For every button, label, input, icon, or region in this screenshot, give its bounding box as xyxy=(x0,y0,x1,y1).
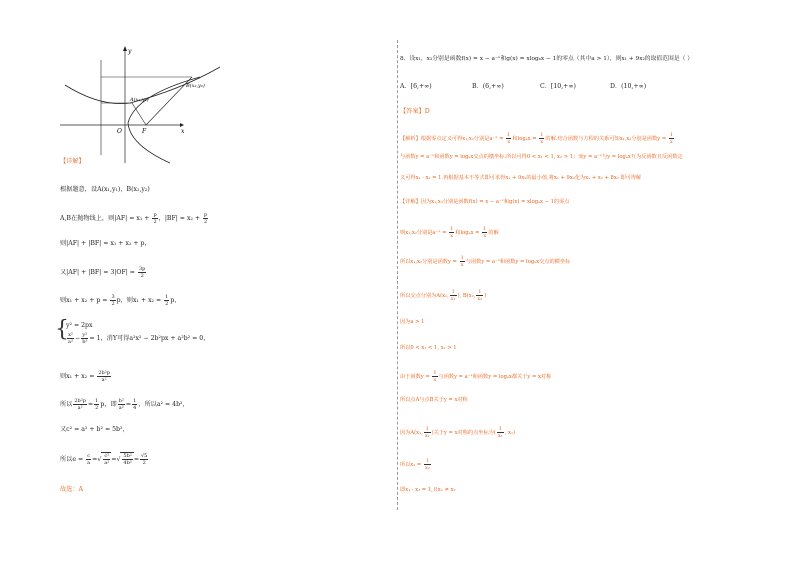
fraction: $\frac{1}{2}$ xyxy=(165,294,169,307)
detail-line-6: 所以0 < x₁ < 1, x₂ > 1 xyxy=(400,345,457,351)
y-axis-label: y xyxy=(128,48,132,55)
solution-header: 【详解】 xyxy=(60,158,85,165)
origin-label: O xyxy=(117,128,122,135)
solution-line-3: 则|AF| + |BF| = x₁ + x₂ + p， xyxy=(60,240,151,247)
analysis-line-2: 与函数y = a⁻ˣ和函数y = logₐx交点的横坐标.所以可得0 < x₁ < 1, x₂ > 1；而y = a⁻ˣ与y = logₐx互为反函数且反函数定 xyxy=(400,154,683,160)
fraction: $\frac{1}{x}$ xyxy=(460,255,464,268)
fraction: $\frac{1}{\text{x₂}}$ xyxy=(477,289,483,302)
solution-line-7: 所以 $\frac{\text{2b²p}}{\text{a²}}$ = $\frac{1}{2}$ p，即 $\frac{\text{b²}}{\text{a²}}$ = $\frac{1}{4}$ ，所以a² = 4b²， xyxy=(60,398,189,411)
fraction: $\frac{\text{5b²}}{\text{4b²}}$ xyxy=(123,453,132,466)
fraction: $\frac{1}{x}$ xyxy=(507,132,511,145)
detail-line-8: 所以点A与点B关于y = x对称 xyxy=(400,397,468,403)
solution-line-9: 所以e = $\frac{c}{a}$ =√ $\frac{\text{c²}}{\text{a²}}$ =√ $\frac{\text{5b²}}{\text{4b²}}$ = $\frac{√5}{2}$ xyxy=(60,453,148,466)
answer-choice: 故选：A xyxy=(60,486,84,493)
solution-line-5: 则x₁ + x₂ + p = $\frac{3}{2}$ p，则x₁ + x₂ = $\frac{1}{2}$ p， xyxy=(60,294,181,307)
detail-line-7: 由于函数y = $\frac{1}{x}$ 与函数y = a⁻ˣ和函数y = logₐx都关于y = x对称 xyxy=(400,370,552,383)
solution-line-4: 又|AF| + |BF| = 3|OF| = $\frac{3p}{2}$ xyxy=(60,266,146,279)
system-eq-2: $\frac{\text{x²}}{\text{a²}}$ − $\frac{\text{y²}}{\text{b²}}$ = 1，消Y可得a²x² − 2b²px + a²b² = 0， xyxy=(68,332,210,345)
system-eq-1: y² = 2px xyxy=(66,322,93,329)
fraction: $\frac{1}{x}$ xyxy=(433,370,437,383)
fraction: $\frac{1}{\text{x₁}}$ xyxy=(450,289,456,302)
segment-af xyxy=(132,103,146,125)
detail-line-3: 所以x₁,x₂分别是函数y = $\frac{1}{x}$ 与函数y = a⁻ˣ和函数y = logₐx交点的横坐标 xyxy=(400,255,571,268)
fraction: $\frac{1}{x}$ xyxy=(450,226,454,239)
y-axis-arrow xyxy=(123,46,127,51)
fraction: $\frac{\text{y²}}{\text{b²}}$ xyxy=(82,332,88,345)
detail-line-9: 因为A(x₁, $\frac{1}{\text{x₁}}$ )关于y = x对称的点坐标为( $\frac{1}{\text{x₁}}$ , x₁) xyxy=(400,426,516,439)
answer-label: 【答案】D xyxy=(400,108,430,115)
fraction: $\frac{1}{x}$ xyxy=(483,226,487,239)
fraction: $\frac{\text{c²}}{\text{a²}}$ xyxy=(104,453,110,466)
system-brace: { xyxy=(55,317,69,342)
fraction: $\frac{\text{2b²p}}{\text{a²}}$ xyxy=(74,398,86,411)
point-a-label: A(x₁,y₁) xyxy=(130,97,149,103)
question-8: 8．设x₁，x₂分别是函数f(x) = x − a⁻ˣ和g(x) = xlogₐx − 1的零点（其中a > 1），则x₁ + 9x₂的取值范围是（ ） xyxy=(400,56,694,62)
option-b: B．(6,+∞) xyxy=(472,83,504,90)
focus-label: F xyxy=(142,128,147,135)
fraction: $\frac{1}{\text{x₂}}$ xyxy=(425,458,430,471)
fraction: $\frac{3p}{2}$ xyxy=(138,266,146,279)
detail-line-1: 【详解】因为x₁,x₂分别是函数f(x) = x − a⁻ˣ和g(x) = xlogₐx − 1的零点 xyxy=(400,199,570,205)
parabola-hyperbola-graph xyxy=(60,45,230,165)
solution-line-8: 又c² = a² + b² = 5b²， xyxy=(60,426,129,433)
analysis-line-3: 义可得x₁ · x₂ = 1.再根据基本不等式即可求得x₁ + 9x₂的最小值,将x₁ + 9x₂化为x₁ + x₂ + 8x₂ 即可得解 xyxy=(400,175,642,181)
fraction: $\frac{p}{2}$ xyxy=(153,212,157,225)
fraction: $\frac{1}{2}$ xyxy=(95,398,99,411)
detail-line-2: 则x₁,x₂分别是a⁻ˣ = $\frac{1}{x}$ 和logₐx = $\frac{1}{x}$ 的解 xyxy=(400,226,499,239)
fraction: $\frac{p}{2}$ xyxy=(204,212,208,225)
detail-line-10: 所以x₁ = $\frac{1}{\text{x₂}}$ xyxy=(400,458,430,471)
fraction: $\frac{3}{2}$ xyxy=(111,294,115,307)
fraction: $\frac{\text{x²}}{\text{a²}}$ xyxy=(68,332,73,345)
fraction: $\frac{1}{x}$ xyxy=(540,132,544,145)
x-axis-label: x xyxy=(181,128,185,135)
fraction: $\frac{\text{2b²p}}{\text{a²}}$ xyxy=(98,370,110,383)
detail-line-4: 所以交点分别为A(x₁, $\frac{1}{\text{x₁}}$ ), B(x₂, $\frac{1}{\text{x₂}}$ ) xyxy=(400,289,487,302)
option-d: D．(10,+∞) xyxy=(610,83,647,90)
detail-line-11: 即x₁ · x₂ = 1,且x₁ ≠ x₂ xyxy=(400,487,456,493)
x-axis-arrow xyxy=(180,123,184,127)
solution-line-1: 根据题意，设A(x₁,y₁)，B(x₂,y₂) xyxy=(60,186,150,193)
fraction: $\frac{1}{\text{x₁}}$ xyxy=(424,426,430,439)
fraction: $\frac{1}{x}$ xyxy=(669,132,674,145)
column-divider xyxy=(397,40,398,510)
detail-line-5: 因为a > 1 xyxy=(400,319,425,325)
option-a: A．[6,+∞) xyxy=(400,83,432,90)
fraction: $\frac{1}{4}$ xyxy=(133,398,137,411)
fraction: $\frac{√5}{2}$ xyxy=(141,453,148,466)
option-c: C．[10,+∞) xyxy=(540,83,576,90)
solution-line-2: A,B在抛物线上，则|AF| = x₁ + $\frac{p}{2}$ ，|BF| = x₂ + $\frac{p}{2}$ xyxy=(60,212,208,225)
fraction: $\frac{c}{a}$ xyxy=(87,453,91,466)
point-b-label: B(x₂,y₂) xyxy=(186,83,205,89)
solution-line-6: 则x₁ + x₂ = $\frac{\text{2b²p}}{\text{a²}}$ xyxy=(60,370,110,383)
parabola-curve xyxy=(128,77,200,163)
fraction: $\frac{1}{\text{x₁}}$ xyxy=(497,426,503,439)
analysis-line-1: 【解析】根据零点定义可得x₁,x₂分别是a⁻ˣ = $\frac{1}{x}$ 和logₐx = $\frac{1}{x}$ 的解.结合函数与方程的关系可知x₁,x₂分别是函数y = $\frac{1}{x}$ xyxy=(400,132,674,145)
fraction: $\frac{\text{b²}}{\text{a²}}$ xyxy=(118,398,124,411)
